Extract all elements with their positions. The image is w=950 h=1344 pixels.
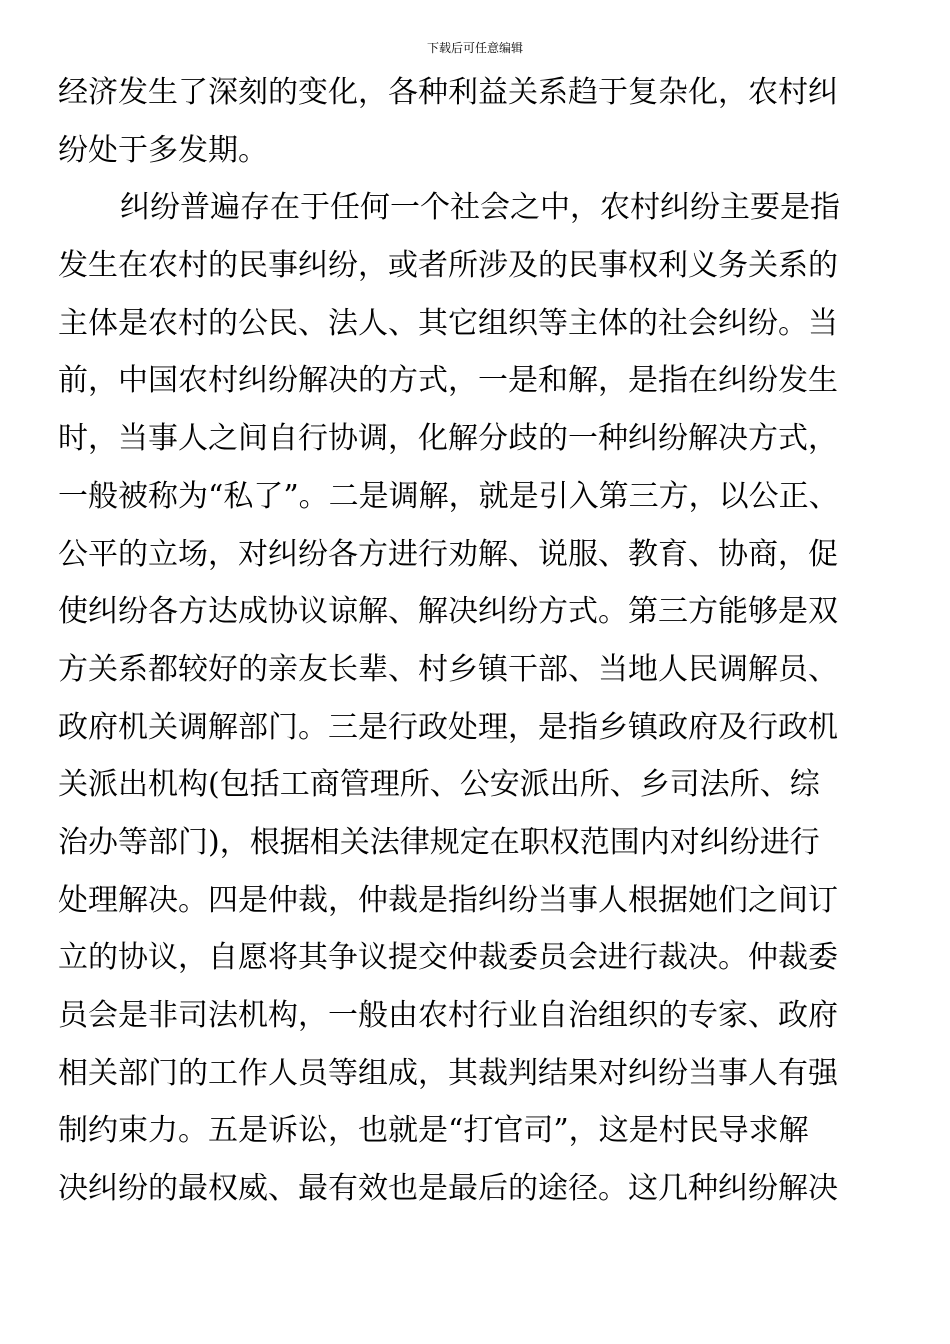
text-line: 员会是非司法机构，一般由农村行业自治组织的专家、政府 [58,998,838,1033]
text-line: 纷处于多发期。 [58,132,268,168]
text-line: 方关系都较好的亲友长辈、村乡镇干部、当地人民调解员、 [58,651,838,687]
text-line: 时，当事人之间自行协调，化解分歧的一种纠纷解决方式， [58,421,838,457]
page-header: 下载后可任意编辑 [426,41,523,55]
text-line: 公平的立场，对纠纷各方进行劝解、说服、教育、协商，促 [58,536,838,572]
text-line: 制约束力。五是诉讼，也就是“打官司”，这是村民导求解 [58,1113,809,1149]
text-line: 决纠纷的最权威、最有效也是最后的途径。这几种纠纷解决 [58,1171,838,1207]
text-line: 关派出机构(包括工商管理所、公安派出所、乡司法所、综 [58,767,820,803]
text-line: 相关部门的工作人员等组成，其裁判结果对纠纷当事人有强 [58,1055,838,1091]
paragraph-first-line: 纠纷普遍存在于任何一个社会之中，农村纠纷主要是指 [120,190,840,226]
text-line: 发生在农村的民事纠纷，或者所涉及的民事权利义务关系的 [58,248,838,284]
text-line: 使纠纷各方达成协议谅解、解决纠纷方式。第三方能够是双 [58,594,838,630]
document-body [58,64,908,1218]
text-line: 治办等部门)，根据相关法律规定在职权范围内对纠纷进行 [58,824,820,860]
text-line: 政府机关调解部门。三是行政处理，是指乡镇政府及行政机 [58,709,838,745]
text-line: 前，中国农村纠纷解决的方式，一是和解，是指在纠纷发生 [58,363,838,399]
text-line: 经济发生了深刻的变化，各种利益关系趋于复杂化，农村纠 [58,75,838,110]
text-line: 主体是农村的公民、法人、其它组织等主体的社会纠纷。当 [58,305,838,341]
text-line: 一般被称为“私了”。二是调解，就是引入第三方，以公正、 [58,478,839,514]
text-line: 处理解决。四是仲裁，仲裁是指纠纷当事人根据她们之间订 [58,882,838,918]
text-line: 立的协议，自愿将其争议提交仲裁委员会进行裁决。仲裁委 [58,940,838,976]
